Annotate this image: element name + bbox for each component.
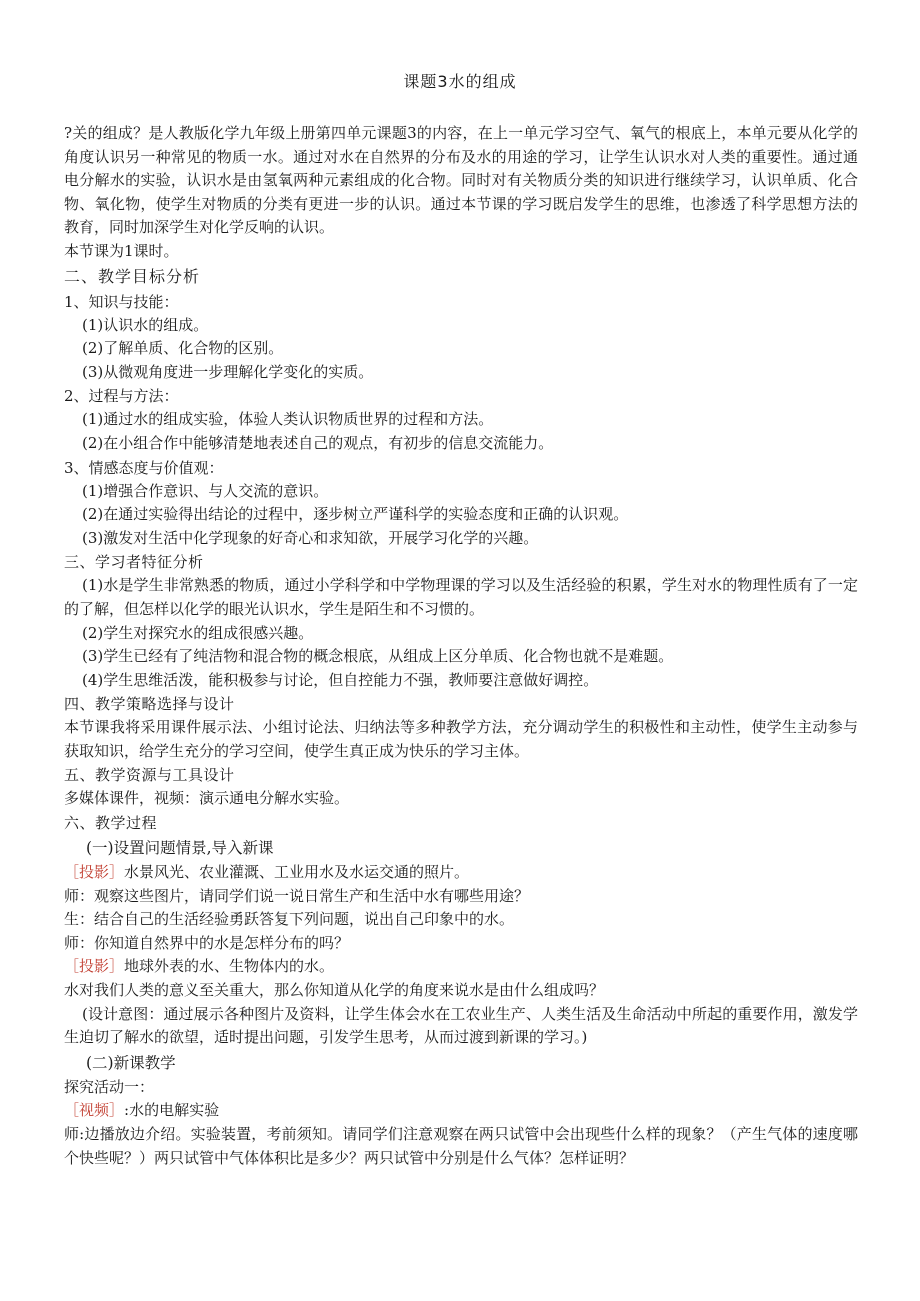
document-title: 课题3水的组成: [403, 72, 517, 91]
teacher-line-1: 师：观察这些图片，请同学们说一说日常生产和生活中水有哪些用途？: [64, 886, 530, 905]
intro-paragraph: ?关的组成？是人教版化学九年级上册第四单元课题3的内容，在上一单元学习空气、氧气的根底上，本单元要从化学的角度认识另一种常见的物质一水。通过对水在自然界的分布及水的用途的学习，让学生认识水对人类的重要性。通过通电分解水的实验，认识水是由氢氧两种元素组成的化合物。同时对有关物质分类的知识进行继续学习，认识单质、化合物、氧化物，使学生对物质的分类有更进一步的认识。通过本节课的学习既启发学生的思维，也渗透了科学思想方法的教育，同时加深学生对化学反响的认识。: [64, 124, 858, 237]
projection-1: [64, 861, 858, 885]
part2-heading: (二)新课教学: [86, 1053, 176, 1072]
goal1-item-2: (2)了解单质、化合物的区别。: [82, 339, 284, 358]
document-body: [64, 122, 858, 1170]
student-line-1: 生：结合自己的生活经验勇跃答复下列问题，说出自己印象中的水。: [64, 910, 515, 929]
section5-heading: 五、教学资源与工具设计: [64, 766, 235, 785]
video-line: [64, 1099, 858, 1123]
question-line: 水对我们人类的意义至关重大，那么你知道从化学的角度来说水是由什么组成吗？: [64, 981, 605, 1000]
learner-item-3: (3)学生已经有了纯洁物和混合物的概念根底，从组成上区分单质、化合物也就不是难题。: [82, 647, 674, 666]
section6-heading: 六、教学过程: [64, 814, 158, 833]
learner-item-1: (1)水是学生非常熟悉的物质，通过小学科学和中学物理课的学习以及生活经验的积累，学生对水的物理性质有了一定的了解，但怎样以化学的眼光认识水，学生是陌生和不习惯的。: [64, 576, 858, 618]
goal1-heading: 1、知识与技能：: [64, 292, 179, 311]
goal3-item-3: (3)激发对生活中化学现象的好奇心和求知欲，开展学习化学的兴趣。: [82, 528, 539, 547]
design-intent: (设计意图：通过展示各种图片及资料，让学生体会水在工农业生产、人类生活及生命活动中所起的重要作用，激发学生迫切了解水的欲望，适时提出问题，引发学生思考，从而过渡到新课的学习。): [64, 1004, 858, 1047]
projection-text: 地球外表的水、生物体内的水。: [124, 957, 335, 976]
goal1-item-1: (1)认识水的组成。: [82, 315, 209, 334]
video-text: :水的电解实验: [124, 1101, 220, 1120]
goal2-item-2: (2)在小组合作中能够清楚地表述自己的观点，有初步的信息交流能力。: [82, 433, 554, 452]
learner-item-2: (2)学生对探究水的组成很感兴趣。: [82, 623, 314, 642]
part1-heading: (一)设置问题情景,导入新课: [86, 839, 274, 858]
activity-label: 探究活动一：: [64, 1077, 155, 1096]
projection-2: [64, 955, 858, 979]
teacher-line-2: 师：你知道自然界中的水是怎样分布的吗？: [64, 933, 350, 952]
goal3-heading: 3、情感态度与价值观：: [64, 458, 224, 477]
section3-heading: 三、学习者特征分析: [64, 553, 204, 572]
goal3-item-2: (2)在通过实验得出结论的过程中，逐步树立严谨科学的实验态度和正确的认识观。: [82, 505, 629, 524]
goal3-item-1: (1)增强合作意识、与人交流的意识。: [82, 481, 329, 500]
video-tag: ［视频］: [64, 1101, 125, 1120]
section2-heading: 二、教学目标分析: [64, 266, 201, 286]
section4-heading: 四、教学策略选择与设计: [64, 695, 235, 714]
projection-tag: ［投影］: [64, 863, 125, 882]
intro-hours: 本节课为1课时。: [64, 241, 179, 260]
strategy-text: 本节课我将采用课件展示法、小组讨论法、归纳法等多种教学方法，充分调动学生的积极性和主动性，使学生主动参与获取知识，给学生充分的学习空间，使学生真正成为快乐的学习主体。: [64, 718, 858, 760]
resources-text: 多媒体课件，视频：演示通电分解水实验。: [64, 789, 350, 808]
goal1-item-3: (3)从微观角度进一步理解化学变化的实质。: [82, 362, 374, 381]
goal2-heading: 2、过程与方法：: [64, 387, 179, 406]
goal2-item-1: (1)通过水的组成实验，体验人类认识物质世界的过程和方法。: [82, 410, 494, 429]
learner-item-4: (4)学生思维活泼，能积极参与讨论，但自控能力不强，教师要注意做好调控。: [82, 670, 599, 689]
teacher-line-3: 师:边播放边介绍。实验装置，考前须知。请同学们注意观察在两只试管中会出现些什么样的现象？（产生气体的速度哪个快些呢？）两只试管中气体体积比是多少？两只试管中分别是什么气体？怎样证明？: [64, 1125, 858, 1167]
projection-tag: ［投影］: [64, 957, 125, 976]
projection-text: 水景风光、农业灌溉、工业用水及水运交通的照片。: [124, 863, 470, 882]
